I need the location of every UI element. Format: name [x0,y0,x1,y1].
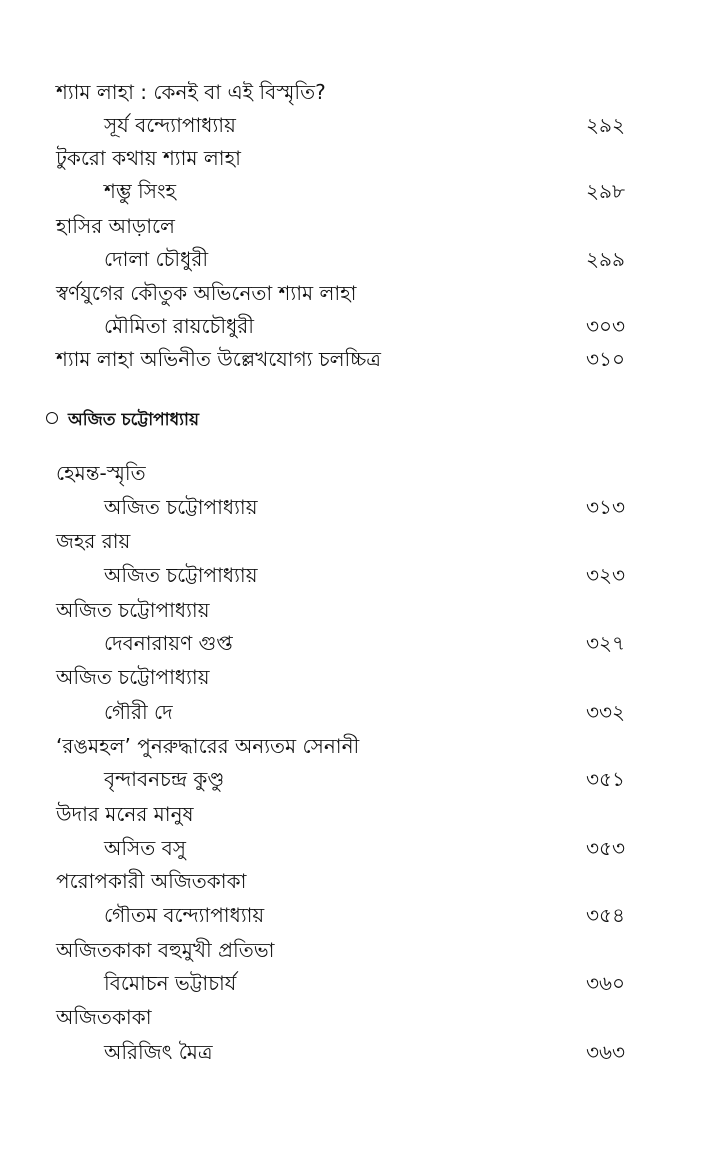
toc-page-number: ২৯২ [586,113,625,137]
toc-entry-author: বৃন্দাবনচন্দ্র কুণ্ডু [104,767,225,791]
bullet-circle-icon [46,412,58,424]
toc-entry-author: গৌরী দে [104,700,173,724]
toc-page-number: ২৯৯ [586,247,625,271]
toc-entry-author: অসিত বসু [104,836,186,860]
toc-entry-title: স্বর্ণযুগের কৌতুক অভিনেতা শ্যাম লাহা [56,281,357,305]
toc-page-number: ৩৫৪ [586,903,625,927]
toc-page-number: ৩৫৩ [586,836,625,860]
toc-entry-author: গৌতম বন্দ্যোপাধ্যায় [104,903,265,927]
toc-page-number: ৩২৭ [585,631,625,655]
toc-entry-title: জহর রায় [56,529,131,553]
toc-entry-author: মৌমিতা রায়চৌধুরী [104,314,254,338]
section-heading-text: অজিত চট্টোপাধ্যায় [68,410,199,430]
toc-entry-author: অজিত চট্টোপাধ্যায় [104,495,258,519]
toc-entry-title: অজিত চট্টোপাধ্যায় [56,598,210,622]
toc-page-number: ৩২৩ [585,563,625,587]
section-heading [46,408,199,432]
toc-entry-author: শম্ভু সিংহ [104,179,177,203]
toc-page-number: ২৯৮ [586,179,625,203]
toc-page-number: ৩৫১ [586,767,625,791]
toc-entry-author: বিমোচন ভট্টাচার্য [104,971,237,995]
toc-entry-title: টুকরো কথায় শ্যাম লাহা [56,146,241,170]
toc-entry-title: উদার মনের মানুষ [56,802,194,826]
toc-entry-title: অজিতকাকা [56,1005,152,1029]
toc-page-number: ৩৬০ [585,971,625,995]
toc-entry-title: অজিতকাকা বহুমুখী প্রতিভা [56,938,275,962]
toc-entry-author: দোলা চৌধুরী [104,247,209,271]
toc-entry-title: ‘রঙমহল’ পুনরুদ্ধারের অন্যতম সেনানী [56,734,360,758]
toc-entry-title: অজিত চট্টোপাধ্যায় [56,665,210,689]
toc-entry-author: অরিজিৎ মৈত্র [104,1040,213,1064]
toc-page-number: ৩৬৩ [585,1040,625,1064]
toc-page-number: ৩১৩ [586,495,625,519]
toc-entry-title: পরোপকারী অজিতকাকা [56,869,247,893]
toc-entry-title: শ্যাম লাহা : কেনই বা এই বিস্মৃতি? [56,80,326,104]
toc-page-number: ৩৩২ [585,700,625,724]
toc-entry-title: শ্যাম লাহা অভিনীত উল্লেখযোগ্য চলচ্চিত্র [56,347,381,371]
toc-entry-author: অজিত চট্টোপাধ্যায় [104,563,258,587]
toc-entry-author: সূর্য বন্দ্যোপাধ্যায় [104,113,236,137]
toc-page-number: ৩১০ [586,347,625,371]
toc-entry-title: হাসির আড়ালে [56,214,175,238]
toc-entry-title: হেমন্ত-স্মৃতি [56,461,146,485]
toc-entry-author: দেবনারায়ণ গুপ্ত [104,631,233,655]
toc-page-number: ৩০৩ [585,314,625,338]
